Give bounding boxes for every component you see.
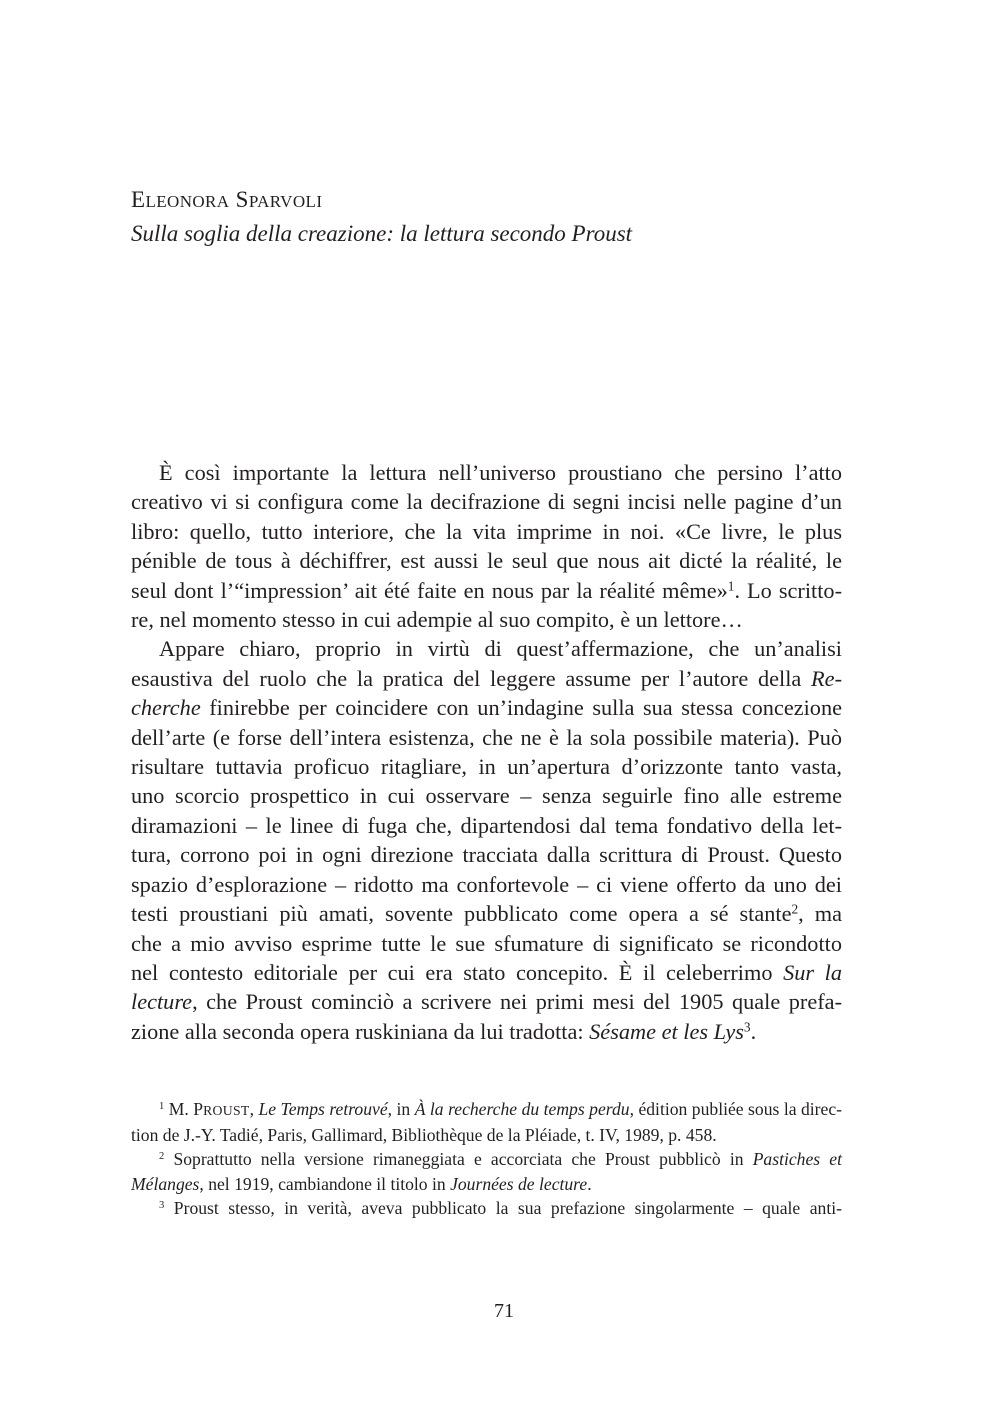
text-fragment: . bbox=[750, 1018, 757, 1044]
italic-fragment: Pastiches et bbox=[752, 1149, 842, 1170]
paragraph-2 bbox=[131, 634, 842, 1046]
italic-fragment: Mélanges bbox=[131, 1173, 200, 1194]
author-last-rest: PARVOLI bbox=[248, 192, 323, 211]
italic-fragment: Re- bbox=[811, 665, 842, 691]
text-line: uno scorcio prospettico in cui osservare – senza seguirle fino alle estreme bbox=[131, 783, 842, 809]
text-fragment: , in bbox=[387, 1099, 415, 1119]
body-text bbox=[131, 458, 842, 1046]
text-fragment: Proust stesso, in verità, aveva pubblicato la sua prefazione singolarmente – quale anti- bbox=[164, 1197, 842, 1218]
footnote-ref-3[interactable]: 3 bbox=[743, 1019, 751, 1035]
text-line: tura, corrono poi in ogni direzione tracciata dalla scrittura di Proust. Questo bbox=[131, 842, 842, 868]
text-fragment: Soprattutto nella versione rimaneggiata e accorciata che Proust pubblicò in bbox=[164, 1149, 753, 1170]
text-fragment: , édition publiée sous la direc- bbox=[629, 1099, 843, 1119]
text-fragment: ROUST bbox=[203, 1103, 250, 1118]
footnote-number: 1 bbox=[159, 1101, 165, 1113]
italic-fragment: lecture bbox=[131, 989, 193, 1015]
footnote-3 bbox=[131, 1196, 842, 1220]
text-line bbox=[131, 958, 842, 987]
text-fragment: M. bbox=[164, 1099, 194, 1119]
text-line: pénible de tous à déchiffrer, est aussi le seul que nous ait dicté la réalité, le bbox=[131, 548, 842, 574]
footnote-number: 3 bbox=[159, 1200, 165, 1212]
text-fragment: nel contesto editoriale per cui era stato concepito. È il celeberrimo bbox=[131, 959, 784, 985]
text-line: spazio d’esplorazione – ridotto ma confortevole – ci viene offerto da uno dei bbox=[131, 871, 842, 897]
footnote-1 bbox=[131, 1097, 842, 1123]
author-name bbox=[131, 184, 851, 218]
text-line bbox=[131, 987, 842, 1016]
text-fragment: P bbox=[193, 1099, 204, 1119]
article-header bbox=[131, 184, 851, 250]
italic-fragment: Sésame et les Lys bbox=[589, 1018, 744, 1044]
footnote-ref-2[interactable]: 2 bbox=[791, 901, 799, 917]
text-fragment: , che Proust cominciò a scrivere nei primi mesi del 1905 quale prefa- bbox=[192, 989, 842, 1015]
text-line bbox=[131, 1017, 842, 1046]
footnote-1-cont: tion de J.-Y. Tadié, Paris, Gallimard, Bibliothèque de la Pléiade, t. IV, 1989, p. 458. bbox=[131, 1125, 717, 1146]
text-line: Appare chiaro, proprio in virtù di quest’affermazione, che un’analisi bbox=[159, 636, 842, 662]
author-first-rest: LEONORA bbox=[145, 192, 230, 211]
footnote-2-cont bbox=[131, 1172, 842, 1196]
text-line bbox=[131, 576, 842, 605]
text-line bbox=[131, 664, 842, 693]
footnote-2 bbox=[131, 1147, 842, 1171]
text-line: È così importante la lettura nell’universo proustiano che persino l’atto bbox=[159, 460, 842, 485]
italic-fragment: À la recherche du temps perdu bbox=[414, 1099, 630, 1119]
text-fragment: , ma bbox=[798, 901, 842, 927]
italic-fragment: Sur la bbox=[783, 959, 842, 985]
text-line bbox=[131, 693, 842, 722]
text-fragment: , bbox=[249, 1099, 259, 1119]
text-line: libro: quello, tutto interiore, che la vita imprime in noi. «Ce livre, le plus bbox=[131, 518, 842, 544]
text-fragment: zione alla seconda opera ruskiniana da lui tradotta: bbox=[131, 1018, 590, 1044]
italic-fragment: Le Temps retrouvé bbox=[258, 1099, 388, 1119]
author-first-initial: E bbox=[131, 187, 146, 212]
footnote-number: 2 bbox=[159, 1151, 165, 1163]
text-fragment: testi proustiani più amati, sovente pubblicato come opera a sé stante bbox=[131, 901, 792, 927]
footnotes bbox=[131, 1097, 842, 1220]
page-number: 71 bbox=[494, 1300, 514, 1322]
text-fragment: , nel 1919, cambiandone il titolo in bbox=[199, 1173, 451, 1194]
text-line: creativo vi si configura come la decifrazione di segni incisi nelle pagine d’un bbox=[131, 489, 842, 515]
text-fragment: . Lo scritto- bbox=[734, 577, 842, 603]
article-title: Sulla soglia della creazione: la lettura secondo Proust bbox=[131, 221, 633, 246]
text-line: dell’arte (e forse dell’intera esistenza, che ne è la sola possibile materia). Può bbox=[131, 724, 842, 750]
text-line bbox=[131, 899, 842, 928]
italic-fragment: Journées de lecture bbox=[450, 1173, 588, 1194]
italic-fragment: cherche bbox=[131, 695, 201, 721]
footnote-ref-1[interactable]: 1 bbox=[727, 578, 735, 594]
text-line: diramazioni – le linee di fuga che, dipartendosi dal tema fondativo della let- bbox=[131, 812, 842, 838]
text-fragment: . bbox=[587, 1173, 592, 1194]
paragraph-1 bbox=[131, 458, 842, 634]
text-fragment: esaustiva del ruolo che la pratica del leggere assume per l’autore della bbox=[131, 665, 812, 691]
text-line: risultare tuttavia proficuo ritagliare, in un’apertura d’orizzonte tanto vasta, bbox=[131, 754, 842, 780]
author-last-initial: S bbox=[235, 187, 249, 212]
text-fragment: finirebbe per coincidere con un’indagine sulla sua stessa concezione bbox=[200, 695, 842, 721]
text-line: re, nel momento stesso in cui adempie al suo compito, è un lettore… bbox=[131, 607, 743, 633]
text-line: che a mio avviso esprime tutte le sue sfumature di significato se ricondotto bbox=[131, 930, 842, 956]
text-fragment: seul dont l’“impression’ ait été faite en nous par la réalité même» bbox=[131, 577, 728, 603]
